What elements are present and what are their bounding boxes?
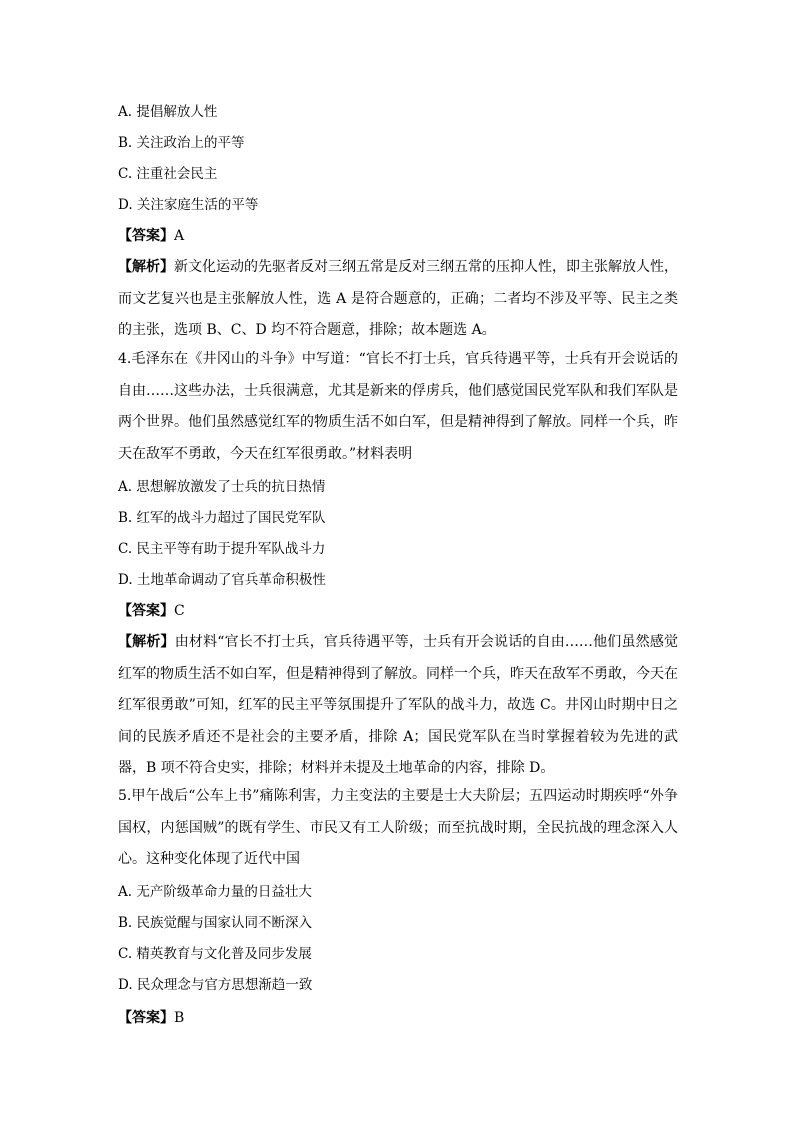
answer-label: 【答案】 bbox=[118, 603, 174, 619]
answer-value: A bbox=[174, 228, 185, 244]
analysis-label: 【解析】 bbox=[118, 259, 174, 275]
q3-analysis bbox=[118, 252, 678, 347]
answer-value: C bbox=[174, 603, 185, 619]
answer-label: 【答案】 bbox=[118, 228, 174, 244]
answer-value: B bbox=[174, 1010, 185, 1026]
analysis-text: 新文化运动的先驱者反对三纲五常是反对三纲五常的压抑人性，即主张解放人性，而文艺复兴也是主张解放人性，选 A 是符合题意的，正确；二者均不涉及平等、民主之类的主张，选项 B、C、D 均不符合题意，排除；故本题选 A。 bbox=[118, 259, 678, 338]
q5-option-d: D. 民众理念与官方思想渐趋一致 bbox=[118, 977, 313, 993]
q4-option-d: D. 土地革命调动了官兵革命积极性 bbox=[118, 572, 326, 588]
q4-analysis bbox=[118, 627, 678, 785]
q5-option-b: B. 民族觉醒与国家认同不断深入 bbox=[118, 915, 313, 931]
q3-option-c: C. 注重社会民主 bbox=[118, 166, 218, 182]
analysis-text: 由材料“官长不打士兵，官兵待遇平等，士兵有开会说话的自由……他们虽然感觉红军的物质生活不如白军，但是精神得到了解放。同样一个兵，昨天在敌军不勇敢，今天在红军很勇敢”可知，红军的民主平等氛围提升了军队的战斗力，故选 C。井冈山时期中日之间的民族矛盾还不是社会的主要矛盾，排除 A；国民党军队在当时掌握着较为先进的武器，B 项不符合史实，排除；材料并未提及土地革命的内容，排除 D。 bbox=[118, 634, 679, 776]
q3-option-d: D. 关注家庭生活的平等 bbox=[118, 197, 259, 213]
q5-answer bbox=[118, 1008, 184, 1028]
q4-option-a: A. 思想解放激发了士兵的抗日热情 bbox=[118, 479, 326, 495]
q5-option-c: C. 精英教育与文化普及同步发展 bbox=[118, 946, 312, 962]
q5-stem: 5.甲午战后“公车上书”痛陈利害，力主变法的主要是士大夫阶层；五四运动时期疾呼“外争国权，内惩国贼”的既有学生、市民又有工人阶级；而至抗战时期，全民抗战的理念深入人心。这种变化体现了近代中国 bbox=[118, 788, 678, 867]
q3-answer bbox=[118, 226, 184, 246]
answer-label: 【答案】 bbox=[118, 1010, 174, 1026]
q3-option-b: B. 关注政治上的平等 bbox=[118, 135, 245, 151]
q4-option-c: C. 民主平等有助于提升军队战斗力 bbox=[118, 541, 326, 557]
analysis-label: 【解析】 bbox=[118, 634, 175, 650]
q3-option-a: A. 提倡解放人性 bbox=[118, 104, 218, 120]
q5-option-a: A. 无产阶级革命力量的日益壮大 bbox=[118, 884, 312, 900]
q4-stem: 4.毛泽东在《井冈山的斗争》中写道：“官长不打士兵，官兵待遇平等，士兵有开会说话的自由……这些办法，士兵很满意，尤其是新来的俘虏兵，他们感觉国民党军队和我们军队是两个世界。他们虽然感觉红军的物质生活不如白军，但是精神得到了解放。同样一个兵，昨天在敌军不勇敢，今天在红军很勇敢。”材料表明 bbox=[118, 351, 678, 462]
q4-option-b: B. 红军的战斗力超过了国民党军队 bbox=[118, 510, 326, 526]
q4-answer bbox=[118, 601, 185, 621]
